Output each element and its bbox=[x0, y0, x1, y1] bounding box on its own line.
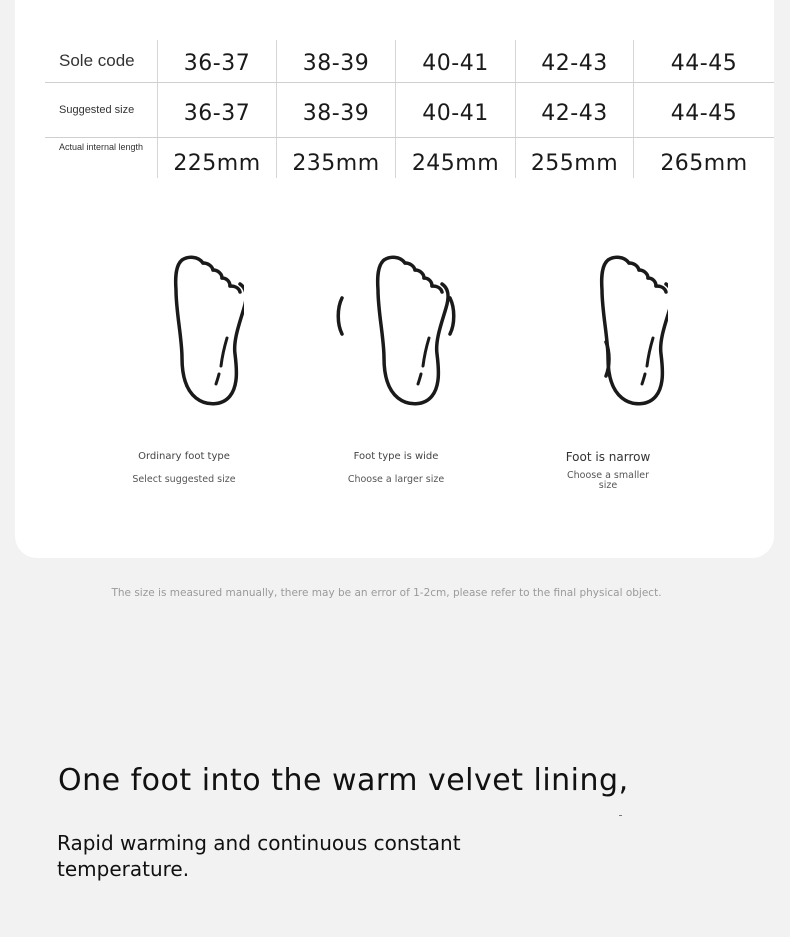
size-table bbox=[45, 40, 774, 178]
table-cell: 36-37 bbox=[157, 40, 276, 82]
table-cell: 42-43 bbox=[515, 40, 633, 82]
table-cell: 265mm bbox=[633, 138, 774, 178]
table-row-suggested-size bbox=[45, 83, 774, 138]
foot-narrow-icon bbox=[548, 250, 668, 415]
foot-ordinary-icon bbox=[124, 250, 244, 415]
foot-type-advice: Choose a smaller size bbox=[567, 470, 649, 491]
row-label: Sole code bbox=[59, 51, 135, 70]
foot-type-ordinary bbox=[84, 250, 284, 485]
foot-type-advice: Choose a larger size bbox=[347, 474, 445, 485]
table-cell: 36-37 bbox=[157, 83, 276, 137]
table-cell: 38-39 bbox=[276, 40, 395, 82]
table-cell: 40-41 bbox=[395, 40, 515, 82]
table-row-sole-code bbox=[45, 40, 774, 83]
table-row-internal-length bbox=[45, 138, 774, 178]
foot-type-wide bbox=[296, 250, 496, 485]
table-cell: 255mm bbox=[515, 138, 633, 178]
foot-type-title: Ordinary foot type bbox=[138, 451, 230, 462]
feature-subline: Rapid warming and continuous constant temperature. bbox=[57, 831, 461, 881]
foot-type-guide bbox=[0, 250, 790, 490]
table-cell: 40-41 bbox=[395, 83, 515, 137]
row-label: Actual internal length bbox=[59, 142, 144, 152]
foot-type-narrow bbox=[508, 250, 708, 491]
table-cell: 42-43 bbox=[515, 83, 633, 137]
table-cell: 44-45 bbox=[633, 83, 774, 137]
table-cell: 245mm bbox=[395, 138, 515, 178]
table-cell: 44-45 bbox=[633, 40, 774, 82]
table-cell: 225mm bbox=[157, 138, 276, 178]
foot-wide-icon bbox=[336, 250, 456, 415]
foot-type-title: Foot type is wide bbox=[353, 451, 439, 462]
table-cell: 235mm bbox=[276, 138, 395, 178]
feature-headline: One foot into the warm velvet lining, bbox=[58, 763, 629, 798]
foot-type-advice: Select suggested size bbox=[132, 474, 236, 485]
table-cell: 38-39 bbox=[276, 83, 395, 137]
divider bbox=[619, 815, 622, 816]
row-label: Suggested size bbox=[59, 104, 135, 116]
foot-type-title: Foot is narrow bbox=[565, 450, 651, 464]
measurement-disclaimer: The size is measured manually, there may be an error of 1-2cm, please refer to the final physical object. bbox=[111, 587, 662, 599]
